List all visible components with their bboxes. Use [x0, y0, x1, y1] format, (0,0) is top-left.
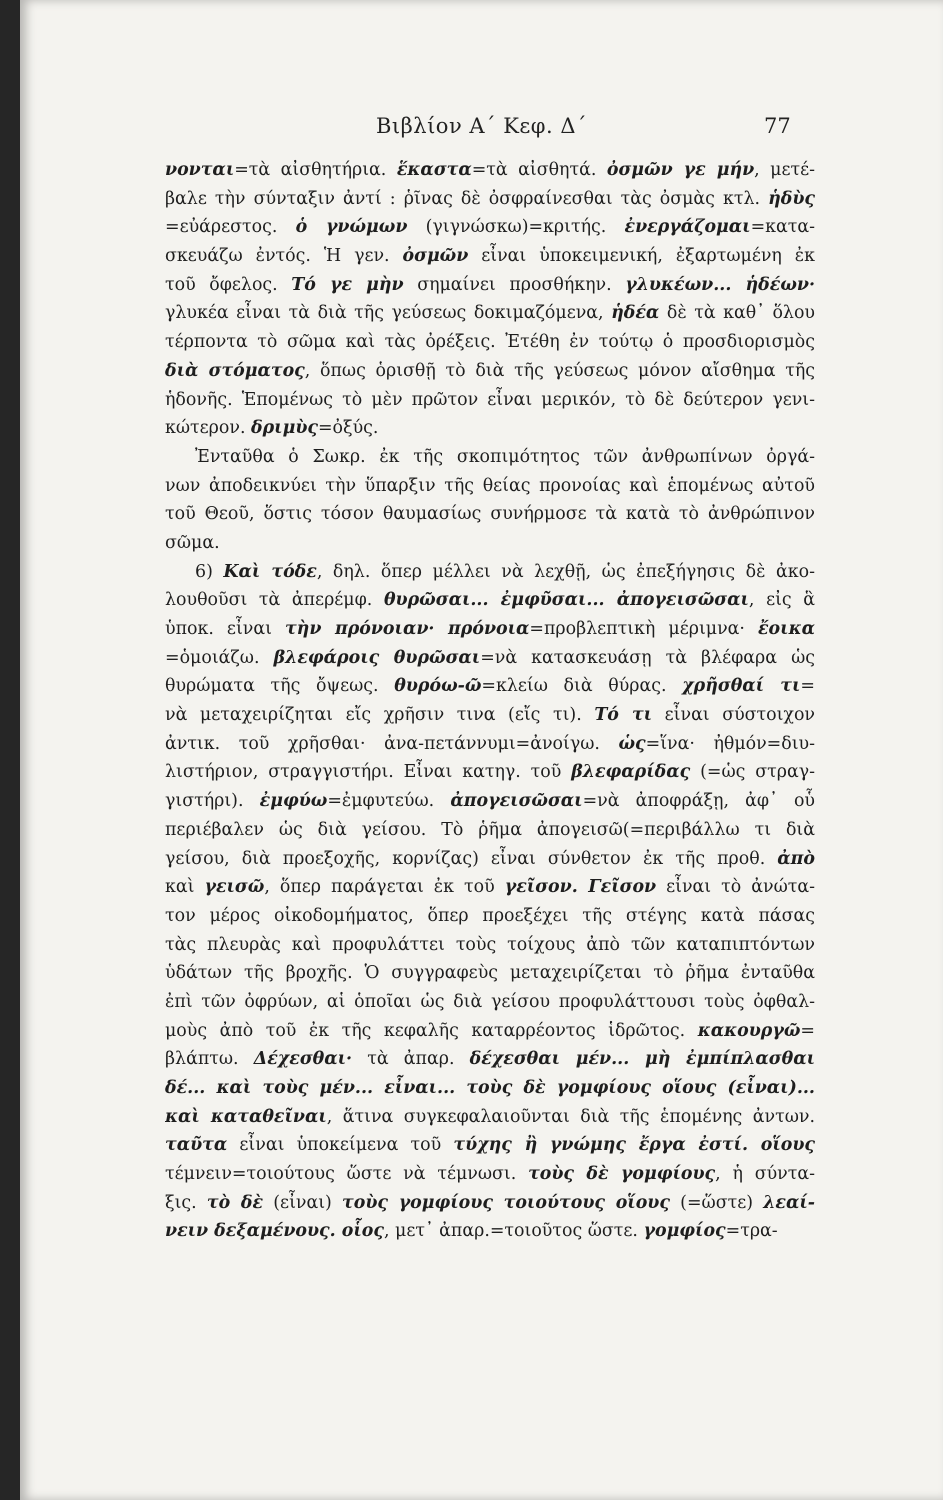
text-line — [165, 357, 815, 386]
text-segment: =ὀξύς. — [317, 418, 379, 439]
emphasized-term: δριμὺς — [251, 418, 318, 439]
text-segment: τέμνειν — [165, 1164, 232, 1185]
text-line — [165, 386, 815, 415]
text-line — [165, 558, 815, 587]
text-segment: = — [800, 676, 815, 697]
emphasized-term: θυρῶσαι... ἐμφῦσαι... ἀπογεισῶσαι — [383, 590, 749, 611]
text-segment: εἶναι ὑποκειμενική, ἐξαρτωμένη ἐκ — [468, 246, 815, 267]
emphasized-term: τὸ δὲ — [206, 1192, 264, 1213]
text-line — [165, 328, 815, 357]
emphasized-term: δέχεσθαι μέν... μὴ ἐμπίπλασθαι — [469, 1049, 815, 1070]
running-title: Βιβλίον Α΄ Κεφ. Δ΄ — [375, 114, 588, 138]
emphasized-term: ἡδὺς — [768, 188, 815, 209]
text-line — [165, 443, 815, 472]
page-number: 77 — [764, 114, 791, 138]
text-line — [165, 758, 815, 787]
text-segment: , ὅπερ παράγεται ἐκ τοῦ — [264, 877, 505, 898]
text-segment: , ἡ σύντα- — [715, 1164, 815, 1185]
emphasized-term: ὀσμῶν γε μήν — [606, 160, 755, 180]
text-segment: λιστήριον, στραγγιστήρι. Εἶναι κατηγ. τοῦ — [165, 762, 572, 783]
text-segment: λουθοῦσι τὰ ἀπερέμφ. — [165, 590, 384, 611]
text-line — [165, 615, 815, 644]
text-line — [165, 1160, 815, 1189]
text-segment: =εὐάρεστος. — [165, 217, 296, 238]
emphasized-term: Τό γε μὴν — [291, 274, 404, 295]
text-segment: =κατα- — [750, 217, 815, 238]
emphasized-term: γομφίος — [643, 1221, 726, 1242]
text-line — [165, 1017, 815, 1046]
text-segment: σῶμα. — [165, 532, 220, 553]
emphasized-term: γεισῶ — [204, 877, 265, 898]
text-segment: σημαίνει προσθήκην. — [403, 274, 626, 295]
text-segment: =κλείω διὰ θύρας. — [481, 676, 683, 697]
text-segment: θυρώματα τῆς ὄψεως. — [165, 676, 395, 697]
emphasized-term: γεῖσον. Γεῖσον — [504, 877, 657, 898]
text-segment: , εἰς ἃ — [748, 590, 815, 611]
text-segment: 6) — [195, 561, 224, 582]
emphasized-term: Καὶ τόδε — [223, 561, 317, 582]
text-segment: , δηλ. ὅπερ μέλλει νὰ λεχθῇ, ὡς ἐπεξήγησις δὲ ἀκο- — [316, 561, 815, 582]
text-segment: ὑδάτων τῆς βροχῆς. Ὁ συγγραφεὺς μεταχειρίζεται τὸ ῥῆμα ἐνταῦθα — [165, 963, 815, 984]
text-segment: δὲ τὰ καθ᾽ ὅλου — [659, 303, 815, 324]
text-line — [165, 873, 815, 902]
text-line — [165, 988, 815, 1017]
text-line — [165, 730, 815, 759]
text-segment: Ἐνταῦθα ὁ Σωκρ. ἐκ τῆς σκοπιμότητος τῶν ἀνθρωπίνων ὀργά- — [195, 446, 815, 467]
text-segment: =προβλεπτικὴ μέριμνα· — [529, 619, 758, 639]
emphasized-term: χρῆσθαί τι — [682, 676, 801, 697]
text-segment: , μετέ- — [754, 160, 815, 180]
emphasized-term: βλεφάροις θυρῶσαι — [273, 647, 481, 668]
text-segment: τέρποντα τὸ σῶμα καὶ τὰς ὀρέξεις. Ἐτέθη ἐν τούτῳ ὁ προσδιορισμὸς — [165, 332, 815, 353]
emphasized-term: ὀσμῶν — [402, 246, 469, 267]
text-segment: καὶ — [165, 877, 205, 898]
emphasized-term: διὰ στόματος — [165, 360, 305, 381]
text-segment: νὰ μεταχειρίζηται εἴς χρῆσιν τινα (εἴς τι). — [165, 705, 595, 726]
emphasized-term: ἀπογεισῶσαι — [450, 791, 583, 812]
text-line — [165, 213, 815, 242]
text-segment: τὰς πλευρὰς καὶ προφυλάττει τοὺς τοίχους ἀπὸ τῶν καταπιπτόντων — [165, 934, 815, 955]
text-segment: τὰ ἀπαρ. — [352, 1049, 470, 1070]
text-line — [165, 644, 815, 673]
emphasized-term: θυρόω-ῶ — [394, 676, 482, 697]
emphasized-term: νονται — [165, 160, 235, 180]
text-line — [165, 1045, 815, 1074]
emphasized-term: κακουργῶ — [697, 1020, 801, 1041]
text-segment: γιστήρι). — [165, 791, 260, 812]
text-line — [165, 414, 815, 443]
text-line — [165, 242, 815, 271]
text-segment: εἶναι τὸ ἀνώτα- — [656, 877, 815, 898]
emphasized-term: Τό τι — [594, 705, 653, 726]
emphasized-term: δέ... καὶ τοὺς μέν... εἶναι... τοὺς δὲ γομφίους οἵους (εἶναι)... — [165, 1078, 815, 1098]
text-line — [165, 586, 815, 615]
text-segment: = — [800, 1020, 815, 1041]
text-segment: βλάπτω. — [165, 1049, 254, 1070]
text-segment: (=ὥστε) — [669, 1192, 764, 1213]
text-segment: =τὰ αἰσθητήρια. — [234, 160, 397, 180]
text-segment: εἶναι σύστοιχον — [652, 705, 815, 726]
text-line — [165, 299, 815, 328]
emphasized-term: ἐνεργάζομαι — [624, 217, 751, 238]
emphasized-term: ταῦτα — [165, 1135, 228, 1156]
text-segment: , ἅτινα συγκεφαλαιοῦνται διὰ τῆς ἑπομένης ἀντων. — [326, 1106, 815, 1127]
text-segment: ἐπὶ τῶν ὀφρύων, αἱ ὁποῖαι ὡς διὰ γείσου προφυλάττουσι τοὺς ὀφθαλ- — [165, 991, 815, 1012]
text-segment: =τὰ αἰσθητά. — [471, 160, 607, 180]
text-segment: μοὺς ἀπὸ τοῦ ἐκ τῆς κεφαλῆς καταρρέοντος ἱδρῶτος. — [165, 1020, 698, 1041]
text-segment: ξις. — [165, 1192, 207, 1213]
text-line — [165, 1217, 815, 1246]
text-line — [165, 500, 815, 529]
text-segment: ἡδονῆς. Ἑπομένως τὸ μὲν πρῶτον εἶναι μερικόν, τὸ δὲ δεύτερον γενι- — [165, 389, 815, 410]
text-line — [165, 959, 815, 988]
emphasized-term: καὶ καταθεῖναι — [165, 1106, 327, 1127]
text-line — [165, 701, 815, 730]
text-line — [165, 1103, 815, 1132]
text-line — [165, 902, 815, 931]
text-line — [165, 1074, 815, 1103]
emphasized-term: Δέχεσθαι· — [253, 1049, 353, 1070]
emphasized-term: ἐμφύω — [259, 791, 328, 812]
text-line — [165, 271, 815, 300]
emphasized-term: βλεφαρίδας — [571, 762, 691, 783]
text-segment: , ὅπως ὁρισθῇ τὸ διὰ τῆς γεύσεως μόνον αἴσθημα τῆς — [304, 360, 815, 381]
emphasized-term: τοὺς δὲ γομφίους — [528, 1164, 716, 1185]
text-line — [165, 787, 815, 816]
text-segment: ὑποκ. εἶναι — [165, 619, 285, 639]
text-segment: νων ἀποδεικνύει τὴν ὕπαρξιν τῆς θείας προνοίας καὶ ἑπομένως αὐτοῦ — [165, 475, 815, 496]
emphasized-term: γλυκέων... ἡδέων· — [625, 274, 815, 295]
emphasized-term: νειν δεξαμένους. οἷος — [165, 1221, 384, 1242]
text-line — [165, 845, 815, 874]
text-segment: =νὰ ἀποφράξῃ, ἀφ᾽ οὗ — [582, 791, 815, 812]
text-segment: , μετ᾽ ἀπαρ.=τοιοῦτος ὥστε. — [383, 1221, 644, 1242]
emphasized-term: τὴν πρόνοιαν· πρόνοια — [284, 619, 530, 639]
emphasized-term: ἡδέα — [611, 303, 660, 324]
text-segment: περιέβαλεν ὡς διὰ γείσου. Τὸ ῥῆμα ἀπογεισῶ(=περιβάλλω τι διὰ — [165, 819, 815, 840]
text-segment: =τοιούτους ὥστε νὰ τέμνωσι. — [231, 1164, 529, 1185]
text-segment: (=ὡς στραγ- — [690, 762, 815, 783]
text-line — [165, 1189, 815, 1218]
emphasized-term: ὡς — [618, 733, 646, 754]
text-line — [165, 185, 815, 214]
emphasized-term: ὁ γνώμων — [295, 217, 408, 238]
text-segment: τον μέρος οἰκοδομήματος, ὅπερ προεξέχει τῆς στέγης κατὰ πάσας — [165, 905, 815, 926]
text-segment: (γιγνώσκω)=κριτής. — [407, 217, 625, 238]
text-segment: βαλε τὴν σύνταξιν ἀντί : ῥῖνας δὲ ὀσφραίνεσθαι τὰς ὀσμὰς κτλ. — [165, 188, 769, 209]
text-segment: σκευάζω ἐντός. Ἡ γεν. — [165, 246, 403, 267]
text-segment: κώτερον. — [165, 418, 252, 439]
text-segment: =νὰ κατασκευάσῃ τὰ βλέφαρα ὡς — [480, 647, 815, 668]
text-segment: =ἵνα· ἠθμόν=διυ- — [645, 733, 815, 754]
text-line — [165, 472, 815, 501]
emphasized-term: λεαί- — [763, 1192, 815, 1213]
text-segment: =ὁμοιάζω. — [165, 647, 274, 668]
text-segment: =τρα- — [725, 1221, 778, 1242]
emphasized-term: ἕκαστα — [396, 160, 472, 180]
text-line — [165, 672, 815, 701]
text-segment: τοῦ Θεοῦ, ὅστις τόσον θαυμασίως συνήρμοσε τὰ κατὰ τὸ ἀνθρώπινον — [165, 504, 815, 525]
text-segment: τοῦ ὄφελος. — [165, 274, 292, 295]
text-line — [165, 816, 815, 845]
emphasized-term: τύχης ἢ γνώμης ἔργα ἐστί. οἵους — [453, 1135, 815, 1156]
text-segment: ἀντικ. τοῦ χρῆσθαι· ἀνα-πετάννυμι=ἀνοίγω. — [165, 733, 619, 754]
text-line — [165, 156, 815, 185]
text-line — [165, 529, 815, 558]
text-line — [165, 1131, 815, 1160]
commentary-text — [165, 156, 815, 1246]
book-page — [20, 0, 943, 1500]
text-segment: (εἶναι) — [263, 1192, 343, 1213]
page-header — [20, 112, 943, 142]
text-segment: =ἐμφυτεύω. — [327, 791, 451, 812]
emphasized-term: ἔοικα — [757, 619, 815, 639]
text-segment: εἶναι ὑποκείμενα τοῦ — [227, 1135, 454, 1156]
emphasized-term: τοὺς γομφίους τοιούτους οἵους — [342, 1192, 670, 1213]
text-segment: γλυκέα εἶναι τὰ διὰ τῆς γεύσεως δοκιμαζόμενα, — [165, 303, 612, 324]
emphasized-term: ἀπὸ — [777, 848, 815, 869]
text-segment: γείσου, διὰ προεξοχῆς, κορνίζας) εἶναι σύνθετον ἐκ τῆς προθ. — [165, 848, 778, 869]
text-line — [165, 931, 815, 960]
